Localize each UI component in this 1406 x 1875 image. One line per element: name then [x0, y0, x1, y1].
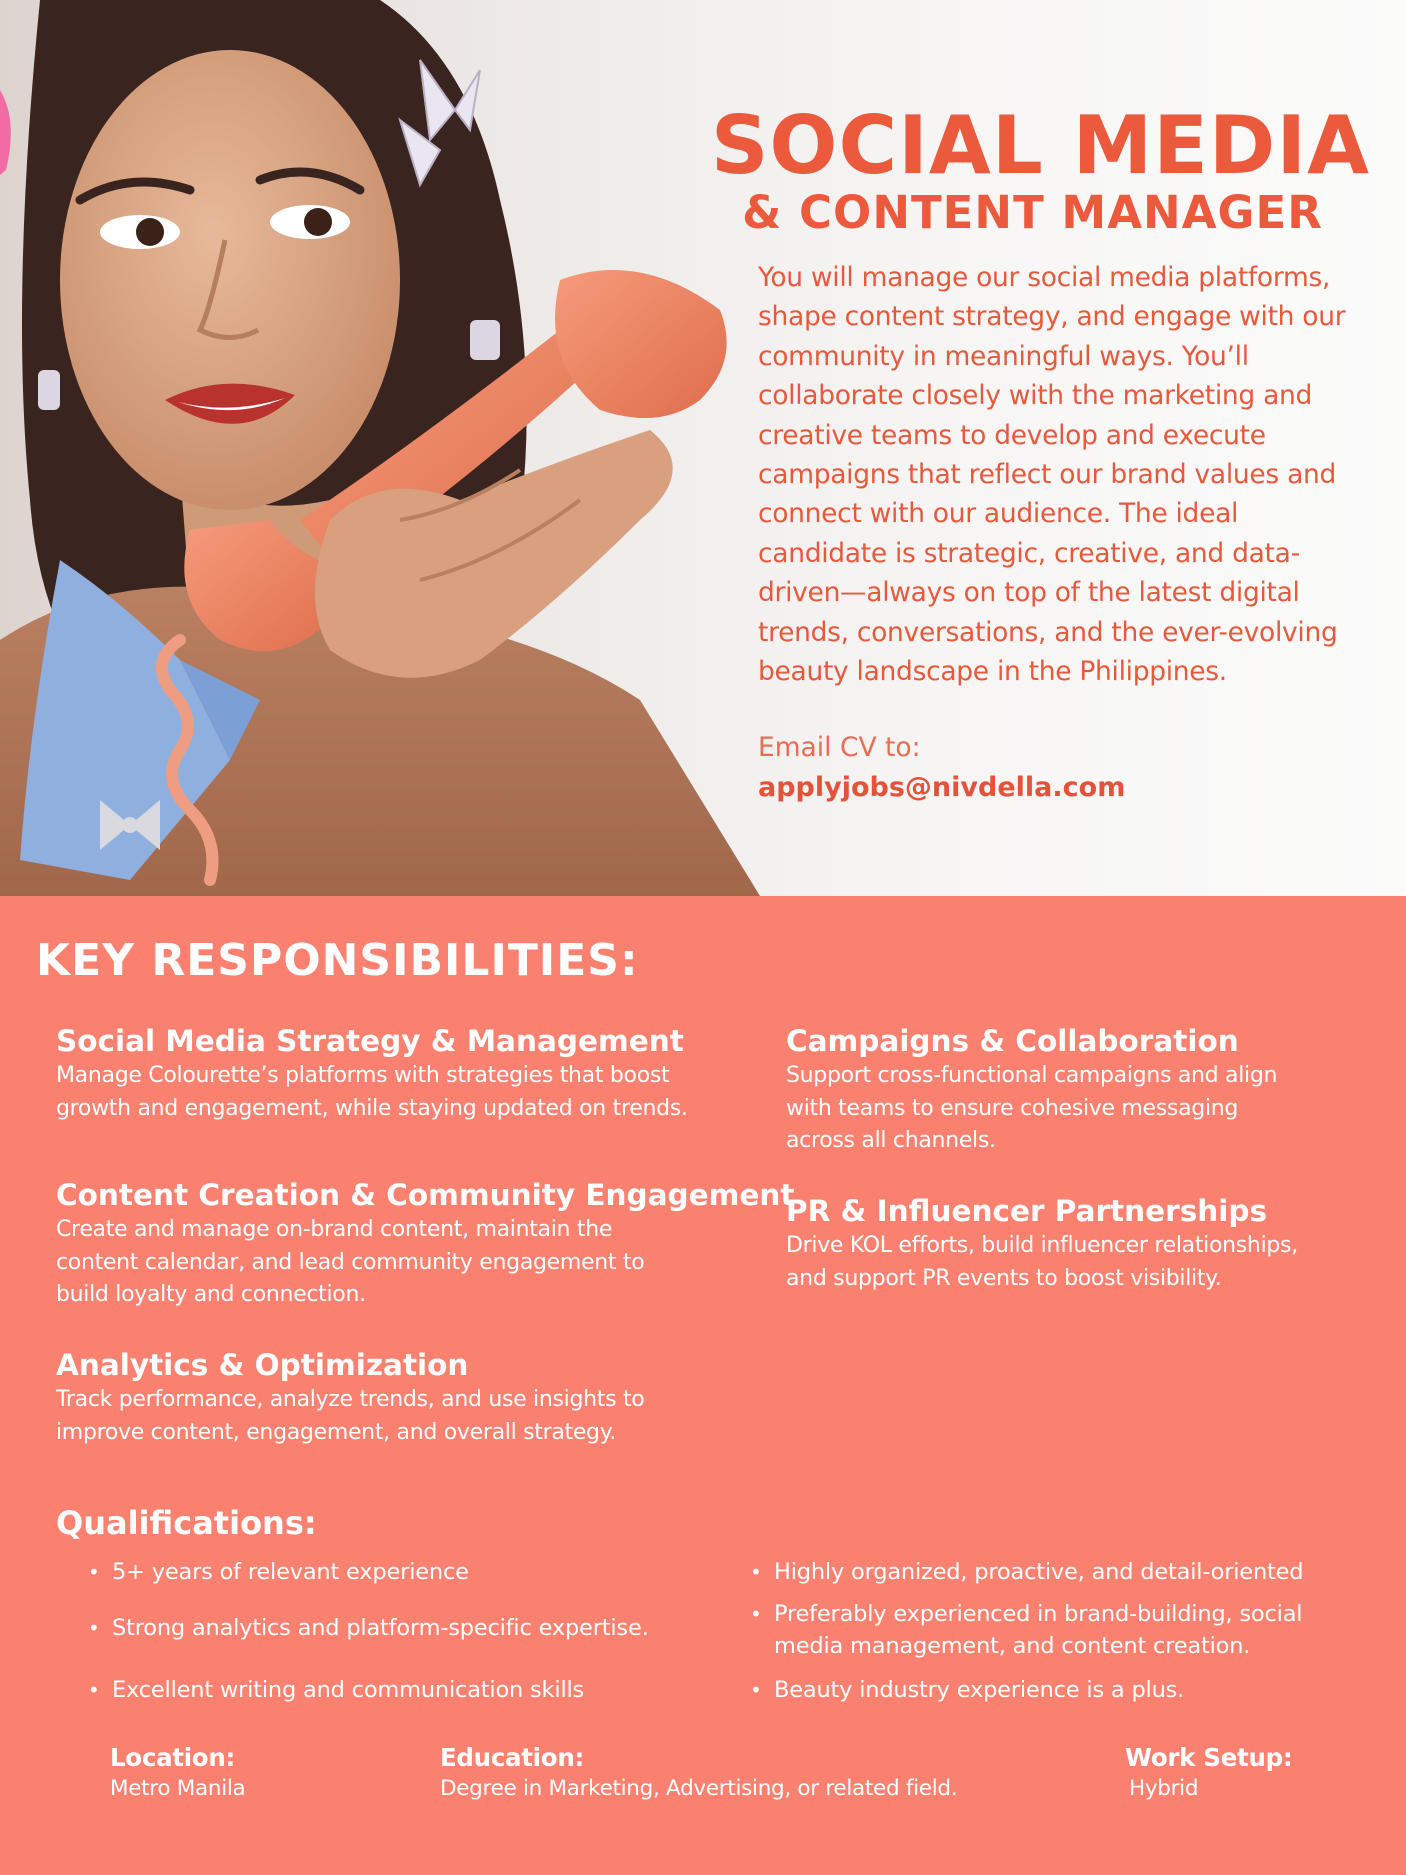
qualifications-left-list [88, 1556, 728, 1746]
responsibility-line: Create and manage on-brand content, maintain the [56, 1217, 613, 1242]
responsibility-title: Analytics & Optimization [56, 1348, 469, 1382]
intro-line: shape content strategy, and engage with our [758, 301, 1346, 333]
education-label: Education: [440, 1743, 584, 1772]
responsibility-body [56, 1384, 736, 1449]
responsibility-line: improve content, engagement, and overall strategy. [56, 1419, 616, 1445]
qualification-item: • Beauty industry experience is a plus. [750, 1674, 1390, 1706]
qualification-line: Preferably experienced in brand-building, social [774, 1601, 1303, 1627]
intro-line: community in meaningful ways. You’ll [758, 340, 1249, 372]
work-setup-block [1125, 1742, 1365, 1804]
responsibility-line: growth and engagement, while staying updated on trends. [56, 1095, 688, 1121]
qualification-item: • Strong analytics and platform-specific expertise. [88, 1612, 708, 1644]
responsibility-item [786, 1192, 1386, 1295]
responsibility-line: with teams to ensure cohesive messaging [786, 1095, 1239, 1121]
responsibility-body [56, 1060, 736, 1125]
responsibility-title: Social Media Strategy & Management [56, 1024, 684, 1058]
job-title-line-2: & CONTENT MANAGER [742, 186, 1323, 239]
education-block [440, 1742, 1000, 1804]
face-shape [60, 50, 400, 510]
location-value: Metro Manila [110, 1776, 246, 1801]
responsibility-line: Manage Colourette’s platforms with strategies that boost [56, 1063, 670, 1088]
location-block [110, 1742, 370, 1804]
qualification-item: • 5+ years of relevant experience [88, 1556, 708, 1588]
model-with-phone-photo [0, 0, 820, 896]
intro-line: trends, conversations, and the ever-evolving [758, 616, 1338, 648]
responsibility-body [786, 1230, 1386, 1295]
intro-line: candidate is strategic, creative, and data- [758, 537, 1300, 569]
email-address-link[interactable]: applyjobs@nivdella.com [758, 772, 1126, 803]
responsibilities-heading: KEY RESPONSIBILITIES: [36, 935, 639, 986]
job-title-line-1: SOCIAL MEDIA [710, 99, 1370, 192]
responsibility-line: content calendar, and lead community engagement to [56, 1249, 645, 1275]
responsibility-body [56, 1214, 736, 1312]
qualification-item: • Highly organized, proactive, and detail-oriented [750, 1556, 1390, 1588]
responsibility-line: and support PR events to boost visibility. [786, 1265, 1222, 1291]
qualification-item [750, 1598, 1390, 1662]
intro-line: collaborate closely with the marketing and [758, 380, 1313, 412]
details-panel [0, 896, 1406, 1875]
work-setup-label: Work Setup: [1125, 1743, 1293, 1772]
intro-line: connect with our audience. The ideal [758, 498, 1239, 530]
responsibility-line: build loyalty and connection. [56, 1282, 366, 1307]
responsibility-item [56, 1346, 736, 1449]
intro-line: creative teams to develop and execute [758, 419, 1266, 451]
education-value: Degree in Marketing, Advertising, or related field. [440, 1776, 958, 1801]
responsibility-body [786, 1060, 1386, 1158]
intro-line: beauty landscape in the Philippines. [758, 656, 1227, 688]
qualification-item: • Excellent writing and communication skills [88, 1674, 708, 1706]
qualifications-heading: Qualifications: [56, 1504, 317, 1542]
responsibility-item [56, 1176, 795, 1312]
responsibility-line: Support cross-functional campaigns and align [786, 1063, 1278, 1088]
responsibility-title: PR & Influencer Partnerships [786, 1194, 1268, 1228]
qualification-line: media management, and content creation. [774, 1633, 1251, 1659]
responsibility-title: Content Creation & Community Engagement [56, 1178, 795, 1212]
intro-line: You will manage our social media platforms, [758, 262, 1331, 293]
responsibility-line: across all channels. [786, 1128, 996, 1153]
responsibility-line: Drive KOL efforts, build influencer relationships, [786, 1233, 1298, 1258]
work-setup-value: Hybrid [1129, 1776, 1199, 1801]
location-label: Location: [110, 1743, 235, 1772]
job-intro-paragraph [758, 258, 1398, 691]
responsibility-line: Track performance, analyze trends, and use insights to [56, 1387, 645, 1412]
responsibility-title: Campaigns & Collaboration [786, 1024, 1239, 1058]
responsibility-item [786, 1022, 1386, 1158]
intro-line: driven—always on top of the latest digital [758, 577, 1300, 609]
intro-line: campaigns that reflect our brand values and [758, 459, 1337, 491]
responsibility-item [56, 1022, 736, 1125]
email-label: Email CV to: [758, 732, 921, 763]
qualifications-right-list [750, 1556, 1390, 1746]
hero-section [0, 0, 1406, 896]
